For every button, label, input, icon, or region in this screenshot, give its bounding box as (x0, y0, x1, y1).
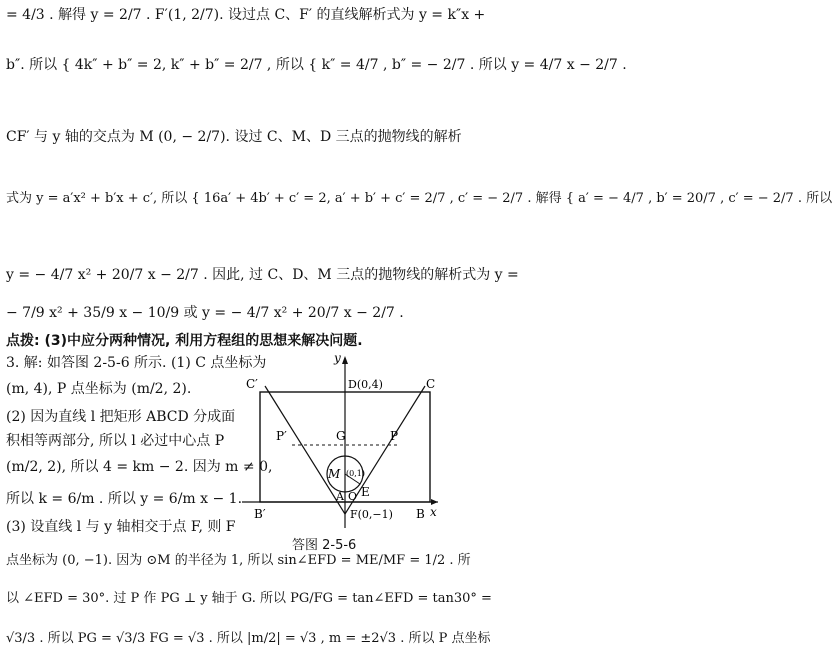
figure-caption: 答图 2-5-6 (292, 538, 357, 553)
line-l-prime (265, 386, 345, 514)
y-axis-arrow (342, 356, 348, 364)
label-m-coord: (0,1) (346, 469, 365, 478)
label-x: x (430, 505, 437, 519)
label-p: P (390, 429, 399, 443)
text-line: 积相等两部分, 所以 l 必过中心点 P (6, 433, 225, 449)
text-line: y = − 4/7 x² + 20/7 x − 2/7 . 因此, 过 C、D、M 三点的抛物线的解析式为 y = (6, 267, 519, 283)
geometry-figure (240, 352, 440, 530)
text-line: 以 ∠EFD = 30°. 过 P 作 PG ⊥ y 轴于 G. 所以 PG/FG = tan∠EFD = tan30° = (6, 591, 492, 606)
text-line: 式为 y = a′x² + b′x + c′, 所以 { 16a′ + 4b′ + c′ = 2, a′ + b′ + c′ = 2/7 , c′ = − 2/7 . 解得 { a′ = − 4/7 , b′ = 20/7 , c′ = − 2/7 . 所以 (6, 191, 832, 206)
text-line: 所以 k = 6/m . 所以 y = 6/m x − 1. (6, 491, 243, 507)
label-o: O (348, 490, 358, 503)
label-e: E (361, 485, 370, 499)
label-g: G (336, 429, 346, 443)
text-line: √3/3 . 所以 PG = √3/3 FG = √3 . 所以 |m/2| = √3 , m = ±2√3 . 所以 P 点坐标 (6, 631, 491, 646)
text-line: − 7/9 x² + 35/9 x − 10/9 或 y = − 4/7 x² + 20/7 x − 2/7 . (6, 305, 404, 321)
label-c-prime: C′ (246, 377, 258, 391)
label-m: M (328, 467, 341, 481)
label-a: A (336, 490, 344, 503)
text-line: = 4/3 . 解得 y = 2/7 . F′(1, 2/7). 设过点 C、F′ 的直线解析式为 y = k″x + (6, 7, 486, 23)
label-d: D(0,4) (348, 378, 383, 391)
label-f: F(0,−1) (350, 508, 393, 521)
tip-line: 点拨: (3)中应分两种情况, 利用方程组的思想来解决问题. (6, 333, 363, 349)
label-p-prime: P′ (276, 429, 287, 443)
text-line: b″. 所以 { 4k″ + b″ = 2, k″ + b″ = 2/7 , 所以 { k″ = 4/7 , b″ = − 2/7 . 所以 y = 4/7 x − 2/7 . (6, 57, 627, 73)
text-line: (m, 4), P 点坐标为 (m/2, 2). (6, 381, 192, 397)
text-line: (3) 设直线 l 与 y 轴相交于点 F, 则 F (6, 519, 236, 535)
label-c: C (426, 377, 436, 391)
label-b-prime: B′ (254, 507, 266, 521)
label-y: y (334, 351, 341, 365)
text-line: (2) 因为直线 l 把矩形 ABCD 分成面 (6, 409, 236, 425)
label-b: B (416, 507, 425, 521)
text-line: (m/2, 2), 所以 4 = km − 2. 因为 m ≠ 0, (6, 459, 273, 475)
text-line: CF′ 与 y 轴的交点为 M (0, − 2/7). 设过 C、M、D 三点的抛物线的解析 (6, 129, 462, 145)
text-line: 3. 解: 如答图 2-5-6 所示. (1) C 点坐标为 (6, 355, 267, 371)
text-line: 点坐标为 (0, −1). 因为 ⊙M 的半径为 1, 所以 sin∠EFD = ME/MF = 1/2 . 所 (6, 553, 471, 568)
figure-svg (240, 352, 440, 530)
